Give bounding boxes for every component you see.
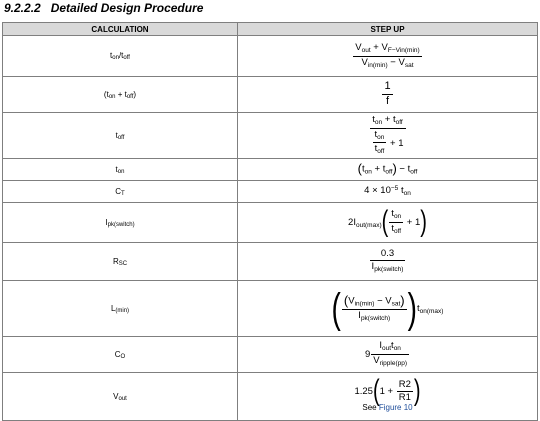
table-header-row (3, 23, 538, 36)
formula-cell (238, 113, 538, 159)
fraction: $\frac{1}{f}$ (384, 80, 391, 107)
formula-cell: $4 \times 10^{-5}$ $t_{on}$ (238, 181, 538, 203)
calc-cell: $(t_{on} + t_{off})$ (3, 77, 238, 113)
fraction: $\frac{t_{on}}{t_{off}}$ (391, 208, 402, 235)
fraction: $\frac{(V_{in(min)} - V_{sat})}{I_{pk(switch)}}$ (343, 293, 405, 323)
calc-cell: $t_{off}$ (3, 113, 238, 159)
table-row (3, 181, 538, 203)
section-title: Detailed Design Procedure (50, 1, 204, 15)
formula-cell: 9 $\frac{I_{out}t_{on}}{V_{ripple(pp)}}$ (238, 337, 538, 373)
figure-10-link[interactable]: Figure 10 (378, 403, 413, 413)
table-row (3, 77, 538, 113)
formula-cell: $2I_{out(max)}$( $\frac{t_{on}}{t_{off}}$ + 1) (238, 203, 538, 243)
table-row (3, 281, 538, 337)
table-row (3, 373, 538, 421)
calc-cell: $V_{out}$ (3, 373, 238, 421)
formula-cell: 1.25(1 + $\frac{R2}{R1}$ ) See Figure 10 (238, 373, 538, 421)
calc-cell: $I_{pk(switch)}$ (3, 203, 238, 243)
fraction: $\frac{I_{out}t_{on}}{V_{ripple(pp)}}$ (373, 340, 408, 367)
calc-cell: $C_T$ (3, 181, 238, 203)
fraction: $\frac{t_{on}}{t_{off}}$ (374, 128, 385, 156)
table-row (3, 243, 538, 281)
see-figure-note: See Figure 10 (362, 403, 413, 413)
calc-cell: $t_{on}/t_{off}$ (3, 36, 238, 77)
section-number: 9.2.2.2 (4, 1, 41, 15)
table-row (3, 159, 538, 181)
header-step-up: STEP UP (238, 23, 538, 36)
section-heading (4, 1, 203, 15)
calc-cell: $t_{on}$ (3, 159, 238, 181)
fraction: $t_{on} + t_{off}$ $\frac{t_{on}}{t_{off}}$ + 1 (370, 115, 406, 156)
table-row (3, 337, 538, 373)
calc-cell: $L_{(min)}$ (3, 281, 238, 337)
calc-cell: $R_{SC}$ (3, 243, 238, 281)
fraction: $\frac{0.3}{I_{pk(switch)}}$ (371, 248, 404, 274)
table-row (3, 203, 538, 243)
formula-cell: ( $\frac{(V_{in(min)} - V_{sat})}{I_{pk(switch)}}$ )$t_{on(max)}$ (238, 281, 538, 337)
formula-cell (238, 36, 538, 77)
fraction: $\frac{R2}{R1}$ (398, 379, 411, 404)
formula-cell (238, 77, 538, 113)
calc-cell: $C_O$ (3, 337, 238, 373)
formula-cell: $(t_{on} + t_{off}) - t_{off}$ (238, 159, 538, 181)
formula-cell (238, 243, 538, 281)
header-calculation: CALCULATION (3, 23, 238, 36)
table-row (3, 113, 538, 159)
table-row (3, 36, 538, 77)
fraction: $\frac{V_{out} + V_{F-Vin(min)}}{V_{in(min)} - V_{sat}}$ (355, 41, 420, 69)
design-procedure-table (2, 22, 538, 421)
